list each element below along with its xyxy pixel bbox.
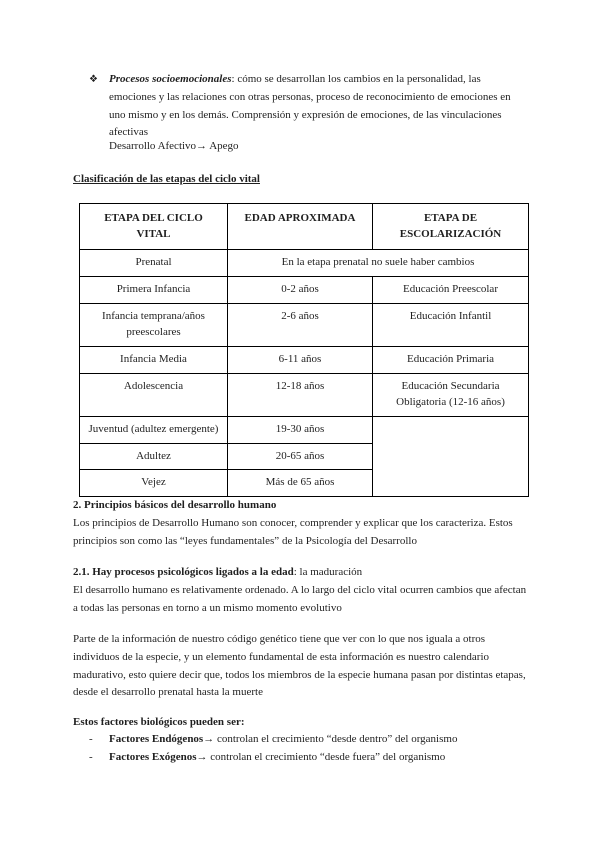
socioemotional-bullet — [89, 71, 529, 142]
bullet-text — [109, 71, 529, 142]
stage-cell: Prenatal — [80, 250, 228, 277]
dash-bullet: - — [89, 733, 93, 745]
bullet-term: Procesos socioemocionales — [109, 73, 232, 85]
header-age: EDAD APROXIMADA — [228, 204, 373, 250]
age-cell: 2-6 años — [228, 303, 373, 346]
school-cell: Educación Preescolar — [373, 276, 529, 303]
table-header-row — [80, 204, 529, 250]
table-row — [80, 416, 529, 443]
age-cell: 0-2 años — [228, 276, 373, 303]
stage-cell: Adultez — [80, 443, 228, 470]
header-school: ETAPA DE ESCOLARIZACIÓN — [373, 204, 529, 250]
list-item — [89, 731, 457, 749]
factor-term: Factores Exógenos — [109, 750, 197, 763]
dash-bullet: - — [89, 750, 93, 763]
age-cell: Más de 65 años — [228, 470, 373, 497]
age-cell: 20-65 años — [228, 443, 373, 470]
section-2-1-heading — [73, 564, 533, 582]
table-title: Clasificación de las etapas del ciclo vital — [73, 173, 260, 185]
list-item — [89, 749, 457, 767]
stage-cell: Infancia temprana/años preescolares — [80, 303, 228, 346]
age-cell: 6-11 años — [228, 346, 373, 373]
section-2-body: Los principios de Desarrollo Humano son conocer, comprender y explicar que los caracteriza. Estos principios son como las “leyes fundamentales” de la Psicología del Desarrollo — [73, 517, 513, 547]
stage-cell: Adolescencia — [80, 373, 228, 416]
section-2-1-heading-rest: : la maduración — [293, 566, 363, 578]
factor-text: → controlan el crecimiento “desde dentro” del organismo — [203, 733, 458, 745]
table-row — [80, 276, 529, 303]
school-cell: Educación Primaria — [373, 346, 529, 373]
diamond-bullet-icon: ❖ — [89, 74, 98, 85]
factors-list — [89, 731, 457, 767]
table-row — [80, 346, 529, 373]
school-cell: Educación Infantil — [373, 303, 529, 346]
section-2-1-body-2: Parte de la información de nuestro código genético tiene que ver con lo que nos iguala a otros individuos de la especie, y un elemento fundamental de esta información es nuestro calendario madurativo, esto quiere decir que, todos los miembros de la especie humana pasan por distintas etapas, desde el desarrollo prenatal hasta la muerte — [73, 633, 526, 699]
age-cell: 12-18 años — [228, 373, 373, 416]
header-stage: ETAPA DEL CICLO VITAL — [80, 204, 228, 250]
stage-cell: Juventud (adultez emergente) — [80, 416, 228, 443]
school-cell: Educación Secundaria Obligatoria (12-16 años) — [373, 373, 529, 416]
stage-cell: Vejez — [80, 470, 228, 497]
factor-term: Factores Endógenos — [109, 733, 204, 745]
afectivo-line: Desarrollo Afectivo→ Apego — [109, 140, 239, 152]
table-row — [80, 250, 529, 277]
school-cell-empty — [373, 416, 529, 497]
factors-heading: Estos factores biológicos pueden ser: — [73, 716, 245, 728]
stage-cell: Infancia Media — [80, 346, 228, 373]
bullet-description: : cómo se desarrollan los cambios en la personalidad, las emociones y las relaciones con otras personas, proceso de reconocimiento de emociones en uno mismo y en los demás. Comprensión y expresión de emociones, de las vinculaciones afectivas — [109, 73, 511, 139]
age-cell: 19-30 años — [228, 416, 373, 443]
table-row — [80, 373, 529, 416]
stage-cell: Primera Infancia — [80, 276, 228, 303]
section-2-1-heading-bold: 2.1. Hay procesos psicológicos ligados a la edad — [73, 566, 294, 578]
factor-text: → controlan el crecimiento “desde fuera” del organismo — [196, 750, 446, 763]
prenatal-note-cell: En la etapa prenatal no suele haber cambios — [228, 250, 529, 277]
life-cycle-table — [79, 203, 529, 497]
section-2-heading: 2. Principios básicos del desarrollo humano — [73, 499, 277, 511]
section-2-1-body-1: El desarrollo humano es relativamente ordenado. A lo largo del ciclo vital ocurren cambios que afectan a todas las personas en torno a un mismo momento evolutivo — [73, 584, 527, 614]
table-row — [80, 303, 529, 346]
